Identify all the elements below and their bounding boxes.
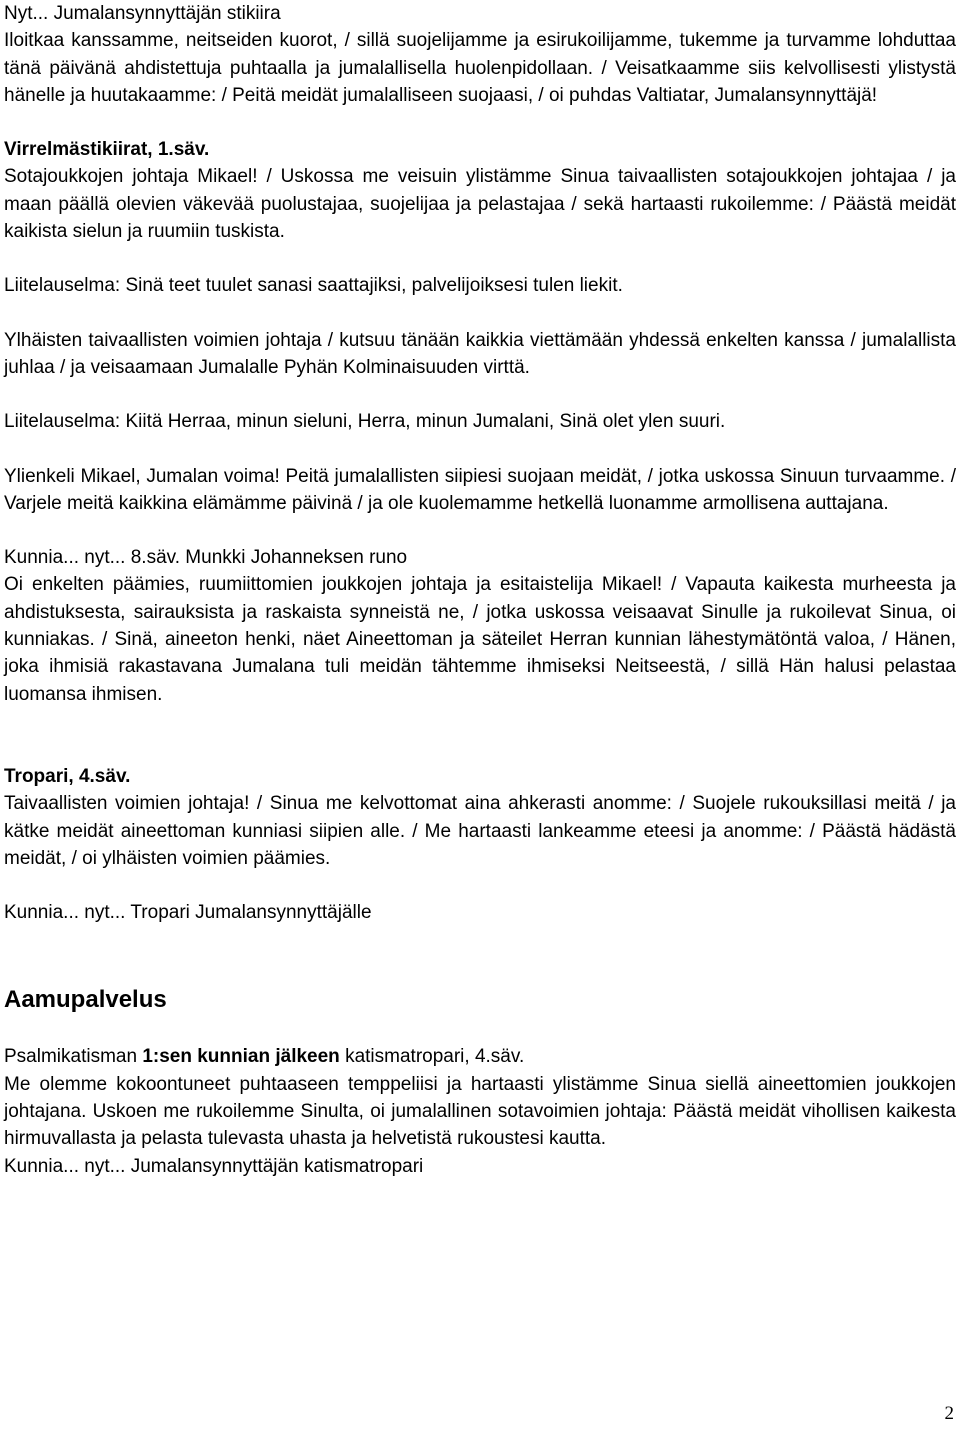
katismatropari-text: Me olemme kokoontuneet puhtaaseen temppeliisi ja hartaasti ylistämme Sinua siellä aineettomien joukkojen johtajana. Uskoen me rukoilemme Sinulta, oi jumalallinen sotavoimien johtaja: Päästä meidät vihollisen kaikesta hirmuvallasta ja pelasta tulevasta uhasta ja helvetistä rukoustesi kautta. xyxy=(4,1073,956,1150)
aamupalvelus-kunnia: Kunnia... nyt... Jumalansynnyttäjän katismatropari xyxy=(4,1155,424,1177)
psalm-line-post: katismatropari, 4.säv. xyxy=(339,1046,525,1068)
stichera-stanza-1: Sotajoukkojen johtaja Mikael! / Uskossa me veisuin ylistämme Sinua taivaallisten sotajoukkojen johtajaa / ja maan päällä olevien väkevää puolustajaa, suojelijaa ja pelastajaa / sekä hartaasti rukoilemme: / Päästä meidät kaikista sielun ja ruumiin tuskista. xyxy=(4,166,956,243)
stichera-stanza-3: Ylienkeli Mikael, Jumalan voima! Peitä jumalallisten siipiesi suojaan meidät, / jotka uskossa Sinuun turvaamme. / Varjele meitä kaikkina elämämme päivinä / ja ole kuolemamme hetkellä luonamme armollisena auttajana. xyxy=(4,465,956,514)
tropari-text: Taivaallisten voimien johtaja! / Sinua me kelvottomat aina ahkerasti anomme: / Suojele rukouksillasi meitä / ja kätke meidät aineettoman kunniasi siipien alle. / Me hartaasti lankeamme eteesi ja anomme: / Päästä hädästä meidät, / oi ylhäisten voimien päämies. xyxy=(4,793,956,869)
kunnia-8-heading: Kunnia... nyt... 8.säv. Munkki Johanneksen runo xyxy=(4,547,408,569)
page-number: 2 xyxy=(944,1403,954,1424)
tropari-heading: Tropari, 4.säv. xyxy=(4,765,131,787)
virrelmastikiirat-heading: Virrelmästikiirat, 1.säv. xyxy=(4,139,210,161)
document-page xyxy=(4,0,956,1180)
psalm-line-bold: 1:sen kunnian jälkeen xyxy=(142,1046,340,1068)
aamupalvelus-heading: Aamupalvelus xyxy=(4,986,167,1014)
intro-stichera-text: Iloitkaa kanssamme, neitseiden kuorot, / sillä suojelijamme ja esirukoilijamme, tukemme ja turvamme lohduttaa tänä päivänä ahdistettuja puhtaalla ja jumalallisella huolenpidollaan. / Veisatkaamme siis kelvollisesti ylistystä hänelle ja huutakaamme: / Peitä meidät jumalalliseen suojaasi, / oi puhdas Valtiatar, Jumalansynnyttäjä! xyxy=(4,30,956,106)
psalm-line xyxy=(4,1043,956,1070)
verse-2: Liitelauselma: Kiitä Herraa, minun sieluni, Herra, minun Jumalani, Sinä olet ylen suuri. xyxy=(4,411,726,433)
kunnia-8-text: Oi enkelten päämies, ruumiittomien joukkojen johtaja ja esitaistelija Mikael! / Vapauta kaikesta murheesta ja ahdistuksesta, sairauksista ja raskaista synneistä ne, / jotka uskossa veisaavat Sinulle ja rukoilevat Sinua, oi kunniakas. / Sinä, aineeton henki, näet Aineettoman ja säteilet Herran kunnian lähestymätöntä valoa, / Hänen, joka ihmisiä rakastavana Jumalana tuli meidän tähtemme ihmiseksi Neitseestä, / sillä Hän halusi pelastaa luomansa ihmisen. xyxy=(4,574,956,705)
psalm-line-pre: Psalmikatisman xyxy=(4,1046,143,1068)
intro-heading: Nyt... Jumalansynnyttäjän stikiira xyxy=(4,3,281,24)
tropari-kunnia: Kunnia... nyt... Tropari Jumalansynnyttäjälle xyxy=(4,902,372,924)
stichera-stanza-2: Ylhäisten taivaallisten voimien johtaja / kutsuu tänään kaikkia viettämään yhdessä enkelten kanssa / jumalallista juhlaa / ja veisaamaan Jumalalle Pyhän Kolminaisuuden virttä. xyxy=(4,329,956,378)
verse-1: Liitelauselma: Sinä teet tuulet sanasi saattajiksi, palvelijoiksesi tulen liekit. xyxy=(4,275,623,297)
